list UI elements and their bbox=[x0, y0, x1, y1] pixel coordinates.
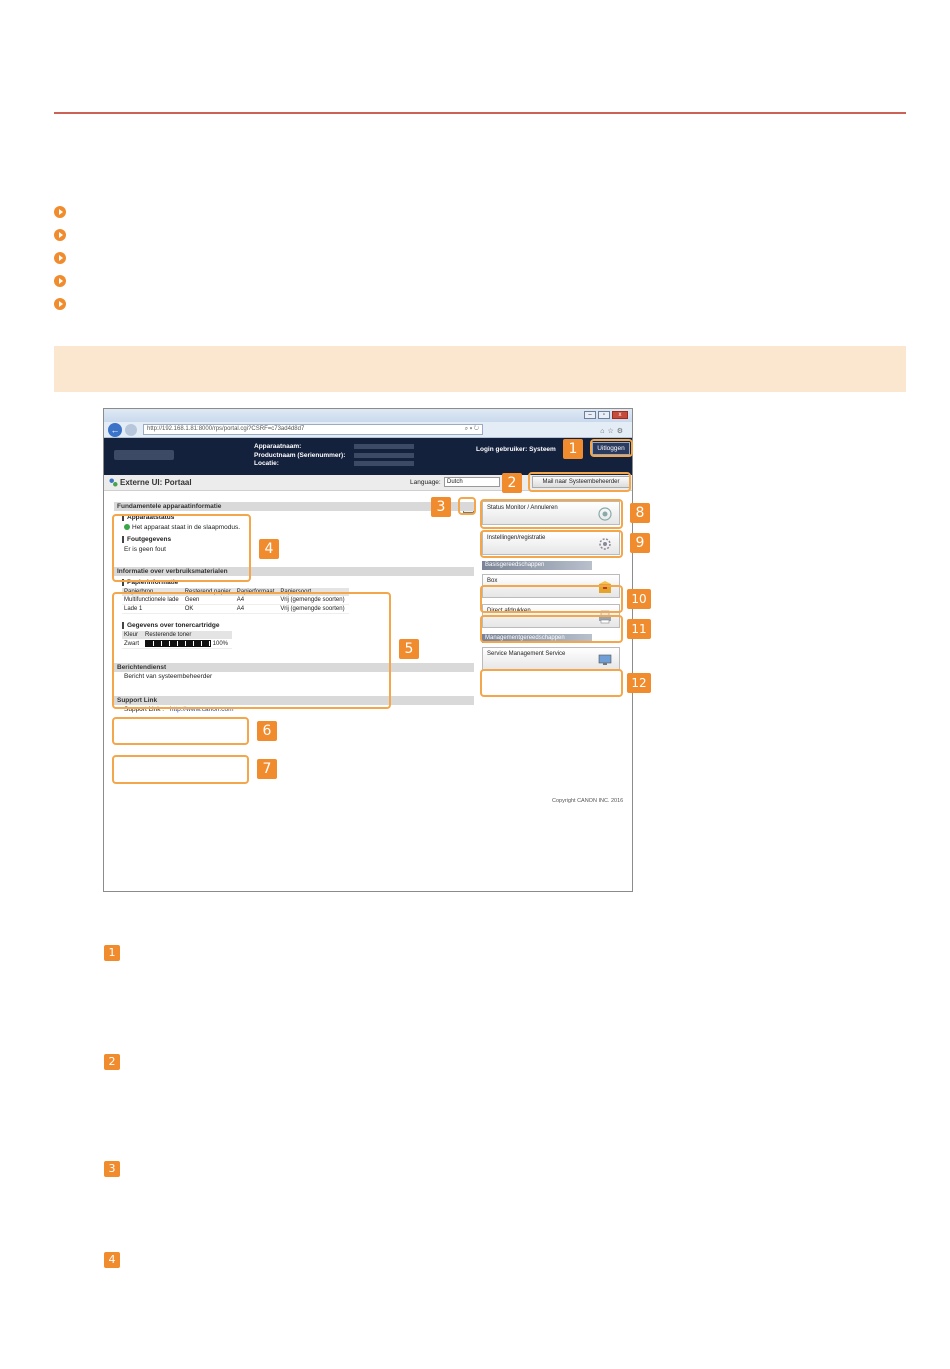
maximize-button[interactable]: ▫ bbox=[598, 411, 610, 419]
close-button[interactable]: x bbox=[612, 411, 628, 419]
cell: Vrij (gemengde soorten) bbox=[278, 596, 348, 605]
link-list bbox=[54, 200, 66, 315]
cell: Geen bbox=[183, 596, 235, 605]
cell: Zwart bbox=[122, 639, 143, 649]
arrow-circle-icon bbox=[54, 206, 66, 218]
callout-11: 11 bbox=[627, 619, 651, 639]
support-link[interactable]: http://www.canon.com bbox=[169, 706, 234, 714]
toner-percent: 100% bbox=[212, 641, 229, 648]
column-header: Kleur bbox=[122, 631, 143, 639]
mail-admin-button[interactable]: Mail naar Systeembeheerder bbox=[532, 476, 630, 488]
legend-number-3: 3 bbox=[104, 1161, 120, 1177]
highlight-consumables bbox=[112, 592, 391, 709]
device-name-label: Apparaatnaam: bbox=[254, 443, 302, 450]
arrow-circle-icon bbox=[54, 275, 66, 287]
highlight-messages bbox=[112, 717, 249, 745]
cell: Lade 1 bbox=[122, 605, 183, 614]
minimize-button[interactable]: – bbox=[584, 411, 596, 419]
legend-number-1: 1 bbox=[104, 945, 120, 961]
list-item[interactable] bbox=[54, 292, 66, 315]
consumables-title: Informatie over verbruiksmaterialen bbox=[114, 567, 474, 576]
highlight-support bbox=[112, 755, 249, 784]
menu-label: Status Monitor / Annuleren bbox=[487, 505, 558, 511]
highlight-basic-info bbox=[112, 514, 251, 582]
cell: A4 bbox=[235, 596, 279, 605]
title-rule bbox=[54, 112, 906, 114]
management-tools-head: Managementgereedschappen bbox=[482, 634, 592, 643]
callout-1: 1 bbox=[563, 439, 583, 459]
cell: A4 bbox=[235, 605, 279, 614]
callout-9: 9 bbox=[630, 533, 650, 553]
column-header: Resterend papier bbox=[183, 588, 235, 596]
list-item[interactable] bbox=[54, 223, 66, 246]
portal-icon bbox=[109, 478, 118, 487]
cell: Multifunctionele lade bbox=[122, 596, 183, 605]
arrow-circle-icon bbox=[54, 252, 66, 264]
cell: OK bbox=[183, 605, 235, 614]
support-label: Support Link : bbox=[124, 706, 165, 714]
paper-head: Papierinformatie bbox=[122, 579, 474, 586]
column-header: Papierformaat bbox=[235, 588, 279, 596]
messages-title: Berichtendienst bbox=[114, 663, 474, 672]
highlight-status-monitor bbox=[480, 499, 623, 529]
callout-5: 5 bbox=[399, 639, 419, 659]
list-item[interactable] bbox=[54, 200, 66, 223]
highlight-box bbox=[480, 585, 623, 613]
section-heading-band bbox=[54, 346, 906, 392]
legend-number-4: 4 bbox=[104, 1252, 120, 1268]
login-user: Login gebruiker: Systeem bbox=[476, 446, 556, 453]
callout-7: 7 bbox=[257, 759, 277, 779]
canon-logo bbox=[114, 450, 174, 460]
highlight-settings bbox=[480, 530, 623, 558]
menu-label: Instellingen/registratie bbox=[487, 535, 546, 541]
device-info bbox=[254, 443, 345, 469]
callout-2: 2 bbox=[502, 473, 522, 493]
location-label: Locatie: bbox=[254, 460, 279, 467]
status-text: Het apparaat staat in de slaapmodus. bbox=[132, 524, 241, 531]
list-item[interactable] bbox=[54, 246, 66, 269]
window-titlebar bbox=[104, 409, 632, 422]
language-select[interactable]: Dutch bbox=[444, 477, 500, 487]
error-text: Er is geen fout bbox=[124, 546, 166, 553]
page-title: Externe UI: Portaal bbox=[120, 478, 192, 487]
product-name-label: Productnaam (Serienummer): bbox=[254, 451, 346, 459]
arrow-circle-icon bbox=[54, 298, 66, 310]
menu-label: Box bbox=[487, 578, 498, 584]
column-header: Resterende toner bbox=[143, 631, 232, 639]
address-bar bbox=[104, 422, 632, 438]
url-text: http://192.168.1.81:8000/rps/portal.cgi?CSRF=c73ad4d8d7 bbox=[147, 426, 305, 432]
device-values-blurred bbox=[354, 444, 414, 470]
arrow-circle-icon bbox=[54, 229, 66, 241]
callout-8: 8 bbox=[630, 503, 650, 523]
forward-icon[interactable] bbox=[125, 424, 137, 436]
home-star-gear-icon[interactable]: ⌂☆⚙ bbox=[600, 428, 626, 435]
column-header: Papierbron bbox=[122, 588, 183, 596]
callout-12: 12 bbox=[627, 673, 651, 693]
legend-number-2: 2 bbox=[104, 1054, 120, 1070]
menu-label: Direct afdrukken bbox=[487, 608, 531, 614]
device-status-head: Apparaatstatus bbox=[122, 514, 474, 521]
basic-tools-head: Basisgereedschappen bbox=[482, 561, 592, 570]
remote-ui-header bbox=[104, 438, 632, 475]
highlight-refresh bbox=[458, 497, 476, 515]
callout-4: 4 bbox=[259, 539, 279, 559]
admin-message: Bericht van systeembeheerder bbox=[124, 673, 213, 681]
callout-10: 10 bbox=[627, 589, 651, 609]
highlight-direct-print bbox=[480, 615, 623, 643]
cell: Vrij (gemengde soorten) bbox=[278, 605, 348, 614]
copyright: Copyright CANON INC. 2016 bbox=[552, 798, 624, 804]
list-item[interactable] bbox=[54, 269, 66, 292]
menu-label: Service Management Service bbox=[487, 651, 566, 657]
search-refresh-icon: ⌕ ▾ ↻ bbox=[464, 426, 479, 432]
service-management-button[interactable] bbox=[482, 647, 620, 671]
basic-info-title: Fundamentele apparaatinformatie bbox=[114, 502, 474, 511]
back-icon[interactable]: ← bbox=[108, 423, 122, 437]
computer-icon bbox=[597, 652, 613, 668]
column-header: Papiersoort bbox=[278, 588, 348, 596]
highlight-logout bbox=[590, 439, 633, 457]
logout-button[interactable]: Uitloggen bbox=[592, 442, 630, 455]
cartridge-head: Gegevens over tonercartridge bbox=[122, 622, 474, 629]
callout-3: 3 bbox=[431, 497, 451, 517]
highlight-mail bbox=[528, 472, 631, 492]
highlight-sms bbox=[480, 669, 623, 697]
support-title: Support Link bbox=[114, 696, 474, 705]
callout-6: 6 bbox=[257, 721, 277, 741]
error-head: Foutgegevens bbox=[122, 536, 474, 543]
url-input[interactable] bbox=[143, 424, 483, 435]
language-label: Language: bbox=[410, 479, 441, 486]
